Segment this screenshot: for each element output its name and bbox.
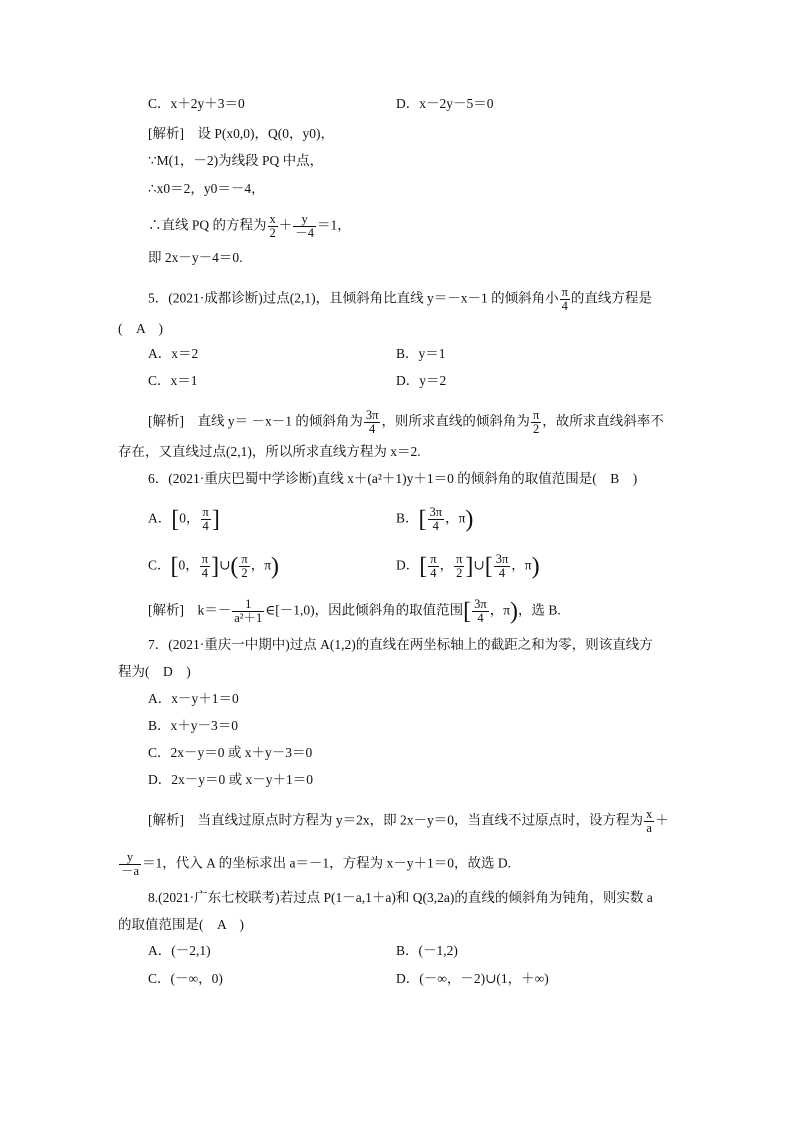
q5-option-b: B．y＝1	[396, 346, 446, 361]
q7-option-d: D．2x－y＝0 或 x－y＋1＝0	[148, 772, 313, 787]
q4-analysis-line1: [解析] 设 P(x0,0)，Q(0，y0)，	[148, 126, 334, 141]
fraction-pi-over-4: $\frac{\pi}{4}$	[561, 285, 568, 313]
q5-answer: ( A )	[118, 321, 163, 336]
fraction-y-over-minus4: $\frac{y}{-4}$	[295, 212, 315, 240]
q8-option-b: B．(－1,2)	[396, 943, 458, 958]
q7-stem-line2: 程为( D )	[118, 664, 191, 679]
q7-analysis-line2: $\frac{y}{-a}$ ＝1，代入 A 的坐标求出 a＝－1，方程为 x－y＋1＝0，故选 D.	[121, 850, 512, 878]
q6-analysis: [解析] k＝－ $\frac{1}{\text{a²＋1}}$ ∈[－1,0)，因此倾斜角的取值范围[ $\frac{3\pi}{4}$ ，π)，选 B.	[148, 597, 561, 625]
q7-option-c: C．2x－y＝0 或 x＋y－3＝0	[148, 745, 313, 760]
q4-option-d: D．x－2y－5＝0	[396, 96, 494, 111]
q6-option-a: A．[0， $\frac{\pi}{4}$ ]	[148, 505, 220, 533]
q8-stem-line1: 8.(2021·广东七校联考)若过点 P(1－a,1＋a)和 Q(3,2a)的直线的倾斜角为钝角，则实数 a	[148, 890, 653, 905]
q4-analysis-line3: ∴x0＝2，y0＝－4，	[148, 181, 265, 196]
q7-option-a: A．x－y＋1＝0	[148, 691, 239, 706]
q5-option-d: D．y＝2	[396, 373, 447, 388]
q6-option-d: D．[ $\frac{\pi}{4}$ ， $\frac{\pi}{2}$ ]∪[ $\frac{3\pi}{4}$ ，π)	[396, 552, 540, 580]
q5-analysis-line1: [解析] 直线 y＝ －x－1 的倾斜角为 $\frac{3\pi}{4}$ ，则所求直线的倾斜角为 $\frac{\pi}{2}$ ，故所求直线斜率不	[148, 408, 664, 436]
q8-stem-line2: 的取值范围是( A )	[118, 917, 244, 932]
fraction-3pi-over-4: $\frac{3\pi}{4}$	[365, 408, 379, 436]
q6-stem: 6．(2021·重庆巴蜀中学诊断)直线 x＋(a²＋1)y＋1＝0 的倾斜角的取值范围是( B )	[148, 471, 638, 486]
fraction-y-over-minus-a: $\frac{y}{-a}$	[121, 850, 140, 878]
q6-option-b: B．[ $\frac{3\pi}{4}$ ，π)	[396, 505, 474, 533]
q8-option-a: A．(－2,1)	[148, 943, 211, 958]
q4-analysis-line4: ∴直线 PQ 的方程为 $\frac{x}{2}$ ＋ $\frac{y}{-4}$ ＝1，	[148, 212, 351, 240]
fraction-1-over-a2plus1: $\frac{1}{\text{a²＋1}}$	[234, 597, 263, 625]
q4-option-c: C．x＋2y＋3＝0	[148, 96, 245, 111]
q7-stem-line1: 7．(2021·重庆一中期中)过点 A(1,2)的直线在两坐标轴上的截距之和为零，则该直线方	[148, 637, 653, 652]
fraction-x-over-a: $\frac{x}{a}$	[646, 807, 653, 835]
q5-option-c: C．x＝1	[148, 373, 198, 388]
q4-analysis-line2: ∵M(1，－2)为线段 PQ 中点，	[148, 153, 324, 168]
q8-option-d: D．(－∞，－2)∪(1，＋∞)	[396, 971, 549, 986]
q4-analysis-line5: 即 2x－y－4＝0.	[148, 250, 243, 265]
q5-stem: 5．(2021·成都诊断)过点(2,1)，且倾斜角比直线 y＝－x－1 的倾斜角小 $\frac{\pi}{4}$ 的直线方程是	[148, 285, 652, 313]
q5-analysis-line2: 存在，又直线过点(2,1)，所以所求直线方程为 x＝2.	[118, 444, 421, 459]
q5-option-a: A．x＝2	[148, 346, 199, 361]
q7-option-b: B．x＋y－3＝0	[148, 718, 239, 733]
q7-analysis-line1: [解析] 当直线过原点时方程为 y＝2x，即 2x－y＝0，当直线不过原点时，设方程为 $\frac{x}{a}$ ＋	[148, 807, 669, 835]
fraction-pi-over-2: $\frac{\pi}{2}$	[532, 408, 540, 436]
fraction-x-over-2: $\frac{x}{2}$	[269, 212, 276, 240]
q6-option-c: C．[0， $\frac{\pi}{4}$ ]∪( $\frac{\pi}{2}$ ，π)	[148, 552, 280, 580]
q8-option-c: C．(－∞，0)	[148, 971, 223, 986]
